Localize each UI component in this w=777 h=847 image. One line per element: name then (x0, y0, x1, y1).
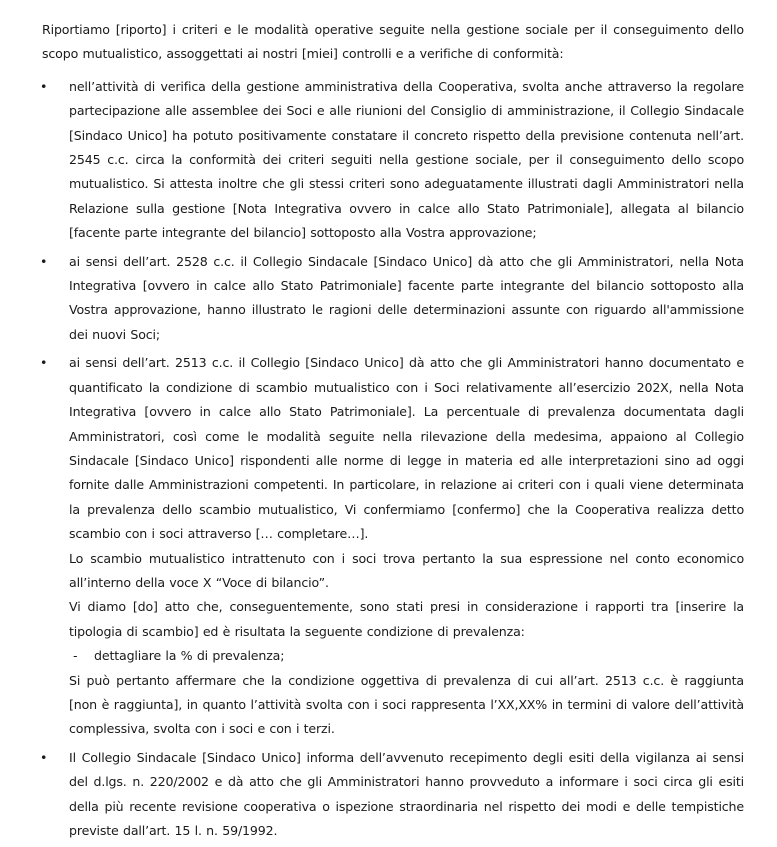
sub-list-item-text: dettagliare la % di prevalenza; (94, 648, 285, 664)
dash-icon: - (73, 648, 78, 664)
bullet-icon: • (40, 355, 48, 371)
list-item (42, 746, 744, 844)
sub-list-item (69, 644, 744, 668)
list-item-continuation: Si può pertanto affermare che la condizione oggettiva di prevalenza di cui all’art. 2513 c.c. è raggiunta [non è raggiunta], in quanto l’attività svolta con i soci rappresenta l’XX,XX% in termini di valore dell’attività complessiva, svolta con i soci e con i terzi. (69, 672, 744, 737)
list-item (42, 75, 744, 246)
list-item-continuation: Lo scambio mutualistico intrattenuto con i soci trova pertanto la sua espressione nel conto economico all’interno della voce X “Voce di bilancio”. (69, 550, 744, 590)
list-item-text: nell’attività di verifica della gestione amministrativa della Cooperativa, svolta anche attraverso la regolare partecipazione alle assemblee dei Soci e alle riunioni del Consiglio di amministrazione, il Collegio Sindacale [Sindaco Unico] ha potuto positivamente constatare il concreto rispetto della previsione contenuta nell’art. 2545 c.c. circa la conformità dei criteri seguiti nella gestione sociale, per il conseguimento dello scopo mutualistico. Si attesta inoltre che gli stessi criteri sono adeguatamente illustrati dagli Amministratori nella Relazione sulla gestione [Nota Integrativa ovvero in calce allo Stato Patrimoniale], allegata al bilancio [facente parte integrante del bilancio] sottoposto alla Vostra approvazione; (69, 78, 744, 241)
bullet-icon: • (40, 78, 48, 94)
intro-paragraph: Riportiamo [riporto] i criteri e le modalità operative seguite nella gestione sociale per il conseguimento dello scopo mutualistico, assoggettati ai nostri [miei] controlli e a verifiche di conformità: (42, 22, 744, 62)
list-item-continuation: Vi diamo [do] atto che, conseguentemente, sono stati presi in considerazione i rapporti tra [inserire la tipologia di scambio] ed è risultata la seguente condizione di prevalenza: (69, 599, 744, 639)
sub-list (69, 644, 744, 668)
criteria-list (42, 75, 744, 844)
list-item (42, 250, 744, 348)
list-item-text: ai sensi dell’art. 2513 c.c. il Collegio [Sindaco Unico] dà atto che gli Amministratori hanno documentato e quantificato la condizione di scambio mutualistico con i Soci relativamente all’esercizio 202X, nella Nota Integrativa [ovvero in calce allo Stato Patrimoniale]. La percentuale di prevalenza documentata dagli Amministratori, così come le modalità seguite nella rilevazione della medesima, appaiono al Collegio Sindacale [Sindaco Unico] rispondenti alle norme di legge in materia ed alle interpretazioni sino ad oggi fornite dalle Amministrazioni competenti. In particolare, in relazione ai criteri con i quali viene determinata la prevalenza dello scambio mutualistico, Vi confermiamo [confermo] che la Cooperativa realizza detto scambio con i soci attraverso [… completare…]. (69, 355, 744, 542)
list-item-text: Il Collegio Sindacale [Sindaco Unico] informa dell’avvenuto recepimento degli esiti della vigilanza ai sensi del d.lgs. n. 220/2002 e dà atto che gli Amministratori hanno provveduto a informare i soci circa gli esiti della più recente revisione cooperativa o ispezione straordinaria nel rispetto dei modi e delle tempistiche previste dall’art. 15 l. n. 59/1992. (69, 749, 744, 838)
bullet-icon: • (40, 749, 48, 765)
list-item-text: ai sensi dell’art. 2528 c.c. il Collegio Sindacale [Sindaco Unico] dà atto che gli Amministratori, nella Nota Integrativa [ovvero in calce allo Stato Patrimoniale] facente parte integrante del bilancio sottoposto alla Vostra approvazione, hanno illustrato le ragioni delle determinazioni assunte con riguardo all'ammissione dei nuovi Soci; (69, 253, 744, 342)
list-item (42, 351, 744, 742)
bullet-icon: • (40, 253, 48, 269)
